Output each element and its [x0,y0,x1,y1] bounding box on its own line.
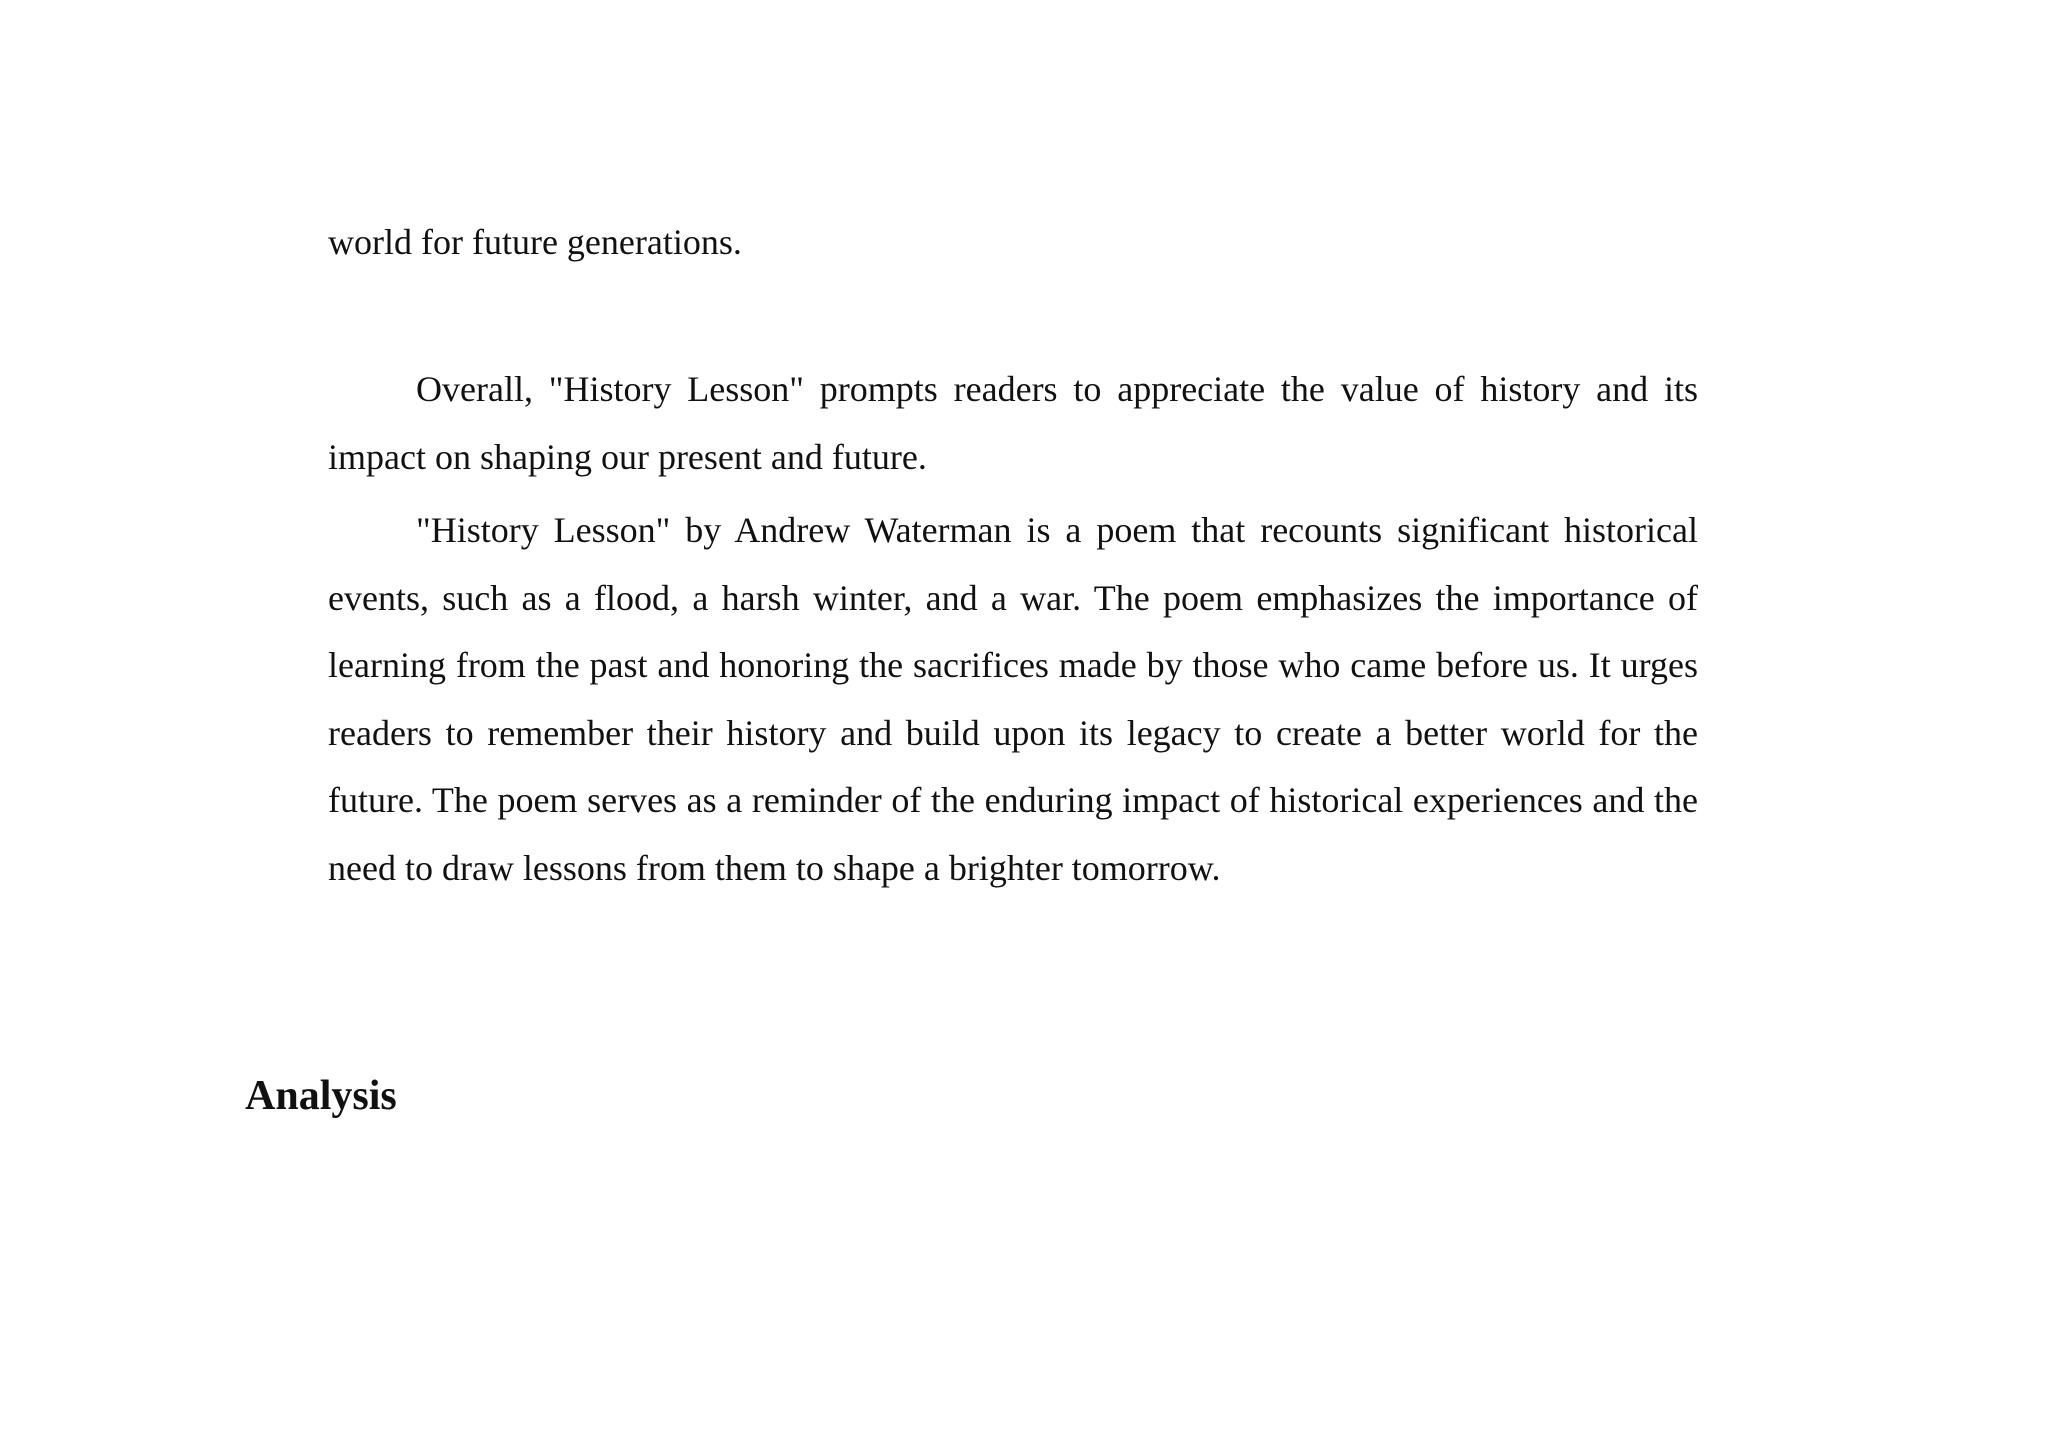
paragraph-summary: "History Lesson" by Andrew Waterman is a poem that recounts significant historical events, such as a flood, a harsh winter, and a war. The poem emphasizes the importance of learning from the past and honoring the sacrifices made by those who came before us. It urges readers to remember their history and build upon its legacy to create a better world for the future. The poem serves as a reminder of the enduring impact of historical experiences and the need to draw lessons from them to shape a brighter tomorrow. [328,510,1698,888]
continuation-text: world for future generations. [328,222,742,262]
section-heading-analysis: Analysis [245,1073,397,1119]
paragraph-overall: Overall, "History Lesson" prompts readers to appreciate the value of history and its impact on shaping our present and future. [328,369,1698,477]
